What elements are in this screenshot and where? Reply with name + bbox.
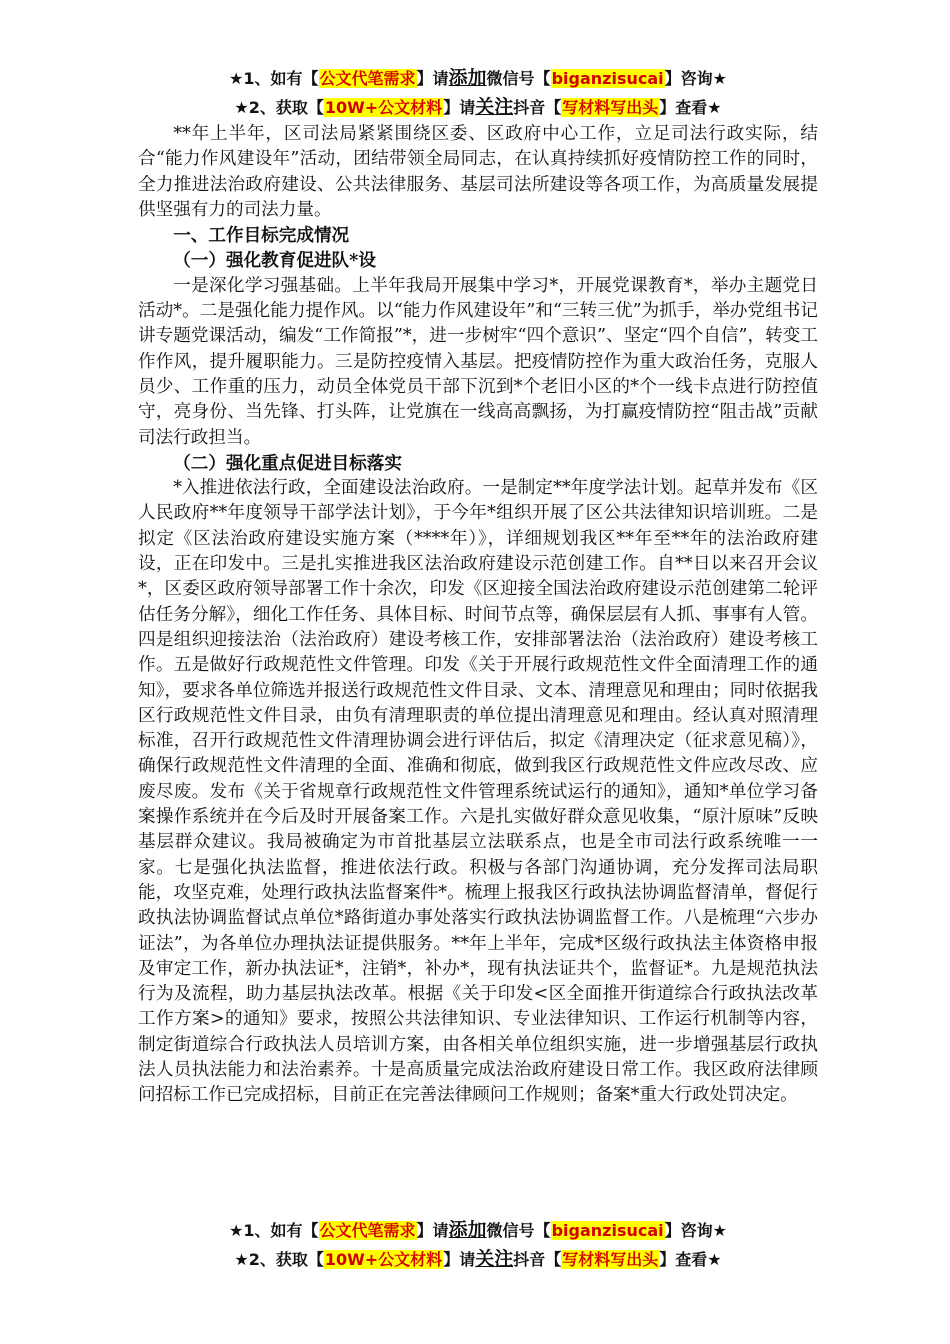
intro-paragraph: **年上半年，区司法局紧紧围绕区委、区政府中心工作，立足司法行政实际，结合“能力作风建设年”活动，团结带领全局同志，在认真持续抓好疫情防控工作的同时，全力推进法治政府建设、公共法律服务、基层司法所建设等各项工作，为高质量发展提供坚强有力的司法力量。 bbox=[138, 124, 818, 220]
banner-highlight-wechat-id: biganzisucai bbox=[551, 1221, 664, 1240]
subsection-1-body: 一是深化学习强基础。上半年我局开展集中学习*，开展党课教育*，举办主题党日活动*。二是强化能力提作风。以“能力作风建设年”和“三转三优”为抓手，举办党组书记讲专题党课活动，编发“工作简报”*，进一步树牢“四个意识”、坚定“四个自信”，转变工作作风，提升履职能力。三是防控疫情入基层。把疫情防控作为重大政治任务，克服人员少、工作重的压力，动员全体党员干部下沉到*个老旧小区的*个一线卡点进行防控值守，亮身份、当先锋、打头阵，让党旗在一线高高飘扬，为打赢疫情防控“阻击战”贡献司法行政担当。 bbox=[138, 275, 818, 448]
subsection-heading-1: （一）强化教育促进队*设 bbox=[173, 250, 376, 272]
document-page bbox=[138, 64, 818, 1109]
subsection-2-body: *入推进依法行政，全面建设法治政府。一是制定**年度学法计划。起草并发布《区人民政府**年度领导干部学法计划》，于今年*组织开展了区公共法律知识培训班。二是拟定《区法治政府建设实施方案（****年）》，详细规划我区**年至**年的法治政府建设，正在印发中。三是扎实推进我区法治政府建设示范创建工作。自**日以来召开会议*，区委区政府领导部署工作十余次，印发《区迎接全国法治政府建设示范创建第二轮评估任务分解》，细化工作任务、具体目标、时间节点等，确保层层有人抓、事事有人管。四是组织迎接法治（法治政府）建设考核工作，安排部署法治（法治政府）建设考核工作。五是做好行政规范性文件管理。印发《关于开展行政规范性文件全面清理工作的通知》，要求各单位筛选并报送行政规范性文件目录、文本、清理意见和理由；同时依据我区行政规范性文件目录，由负有清理职责的单位提出清理意见和理由。经认真对照清理标准，召开行政规范性文件清理协调会进行评估后，拟定《清理决定（征求意见稿）》，确保行政规范性文件清理的全面、准确和彻底，做到我区行政规范性文件应改尽改、应废尽废。发布《关于省规章行政规范性文件管理系统试运行的通知》，通知*单位学习备案操作系统并在今后及时开展备案工作。六是扎实做好群众意见收集，“原汁原味”反映基层群众建议。我局被确定为市首批基层立法联系点，也是全市司法行政系统唯一一家。七是强化执法监督，推进依法行政。积极与各部门沟通协调，充分发挥司法局职能，攻坚克难，处理行政执法监督案件*。梳理上报我区行政执法协调监督清单，督促行政执法协调监督试点单位*路街道办事处落实行政执法协调监督工作。八是梳理“六步办证法”，为各单位办理执法证提供服务。**年上半年，完成*区级行政执法主体资格申报及审定工作，新办执法证*，注销*，补办*，现有执法证共个，监督证*。九是规范执法行为及流程，助力基层执法改革。根据《关于印发<区全面推开街道综合行政执法改革工作方案>的通知》要求，按照公共法律知识、专业法律知识、工作运行机制等内容，制定街道综合行政执法人员培训方案，由各相关单位组织实施，进一步增强基层行政执法人员执法能力和法治素养。十是高质量完成法治政府建设日常工作。我区政府法律顾问招标工作已完成招标，目前正在完善法律顾问工作规则；备案*重大行政处罚决定。 bbox=[138, 478, 818, 1106]
banner-highlight-materials: 10W+公文材料 bbox=[324, 1250, 443, 1269]
banner-highlight-wechat-id: biganzisucai bbox=[551, 69, 664, 88]
banner-highlight-materials: 10W+公文材料 bbox=[324, 98, 443, 117]
banner-highlight-ghostwriting: 公文代笔需求 bbox=[319, 69, 416, 88]
top-banner-line-2: ★2、获取【10W+公文材料】请关注抖音【写材料写出头】查看★ bbox=[234, 96, 722, 118]
bottom-banner bbox=[138, 1216, 818, 1274]
top-banner-line-1: ★1、如有【公文代笔需求】请添加微信号【biganzisucai】咨询★ bbox=[229, 67, 727, 89]
banner-highlight-ghostwriting: 公文代笔需求 bbox=[319, 1221, 416, 1240]
banner-highlight-douyin: 写材料写出头 bbox=[562, 98, 659, 117]
bottom-banner-line-2: ★2、获取【10W+公文材料】请关注抖音【写材料写出头】查看★ bbox=[234, 1248, 722, 1270]
subsection-heading-2: （二）强化重点促进目标落实 bbox=[173, 452, 402, 474]
section-heading-1: 一、工作目标完成情况 bbox=[173, 225, 350, 247]
bottom-banner-line-1: ★1、如有【公文代笔需求】请添加微信号【biganzisucai】咨询★ bbox=[229, 1219, 727, 1241]
banner-highlight-douyin: 写材料写出头 bbox=[562, 1250, 659, 1269]
